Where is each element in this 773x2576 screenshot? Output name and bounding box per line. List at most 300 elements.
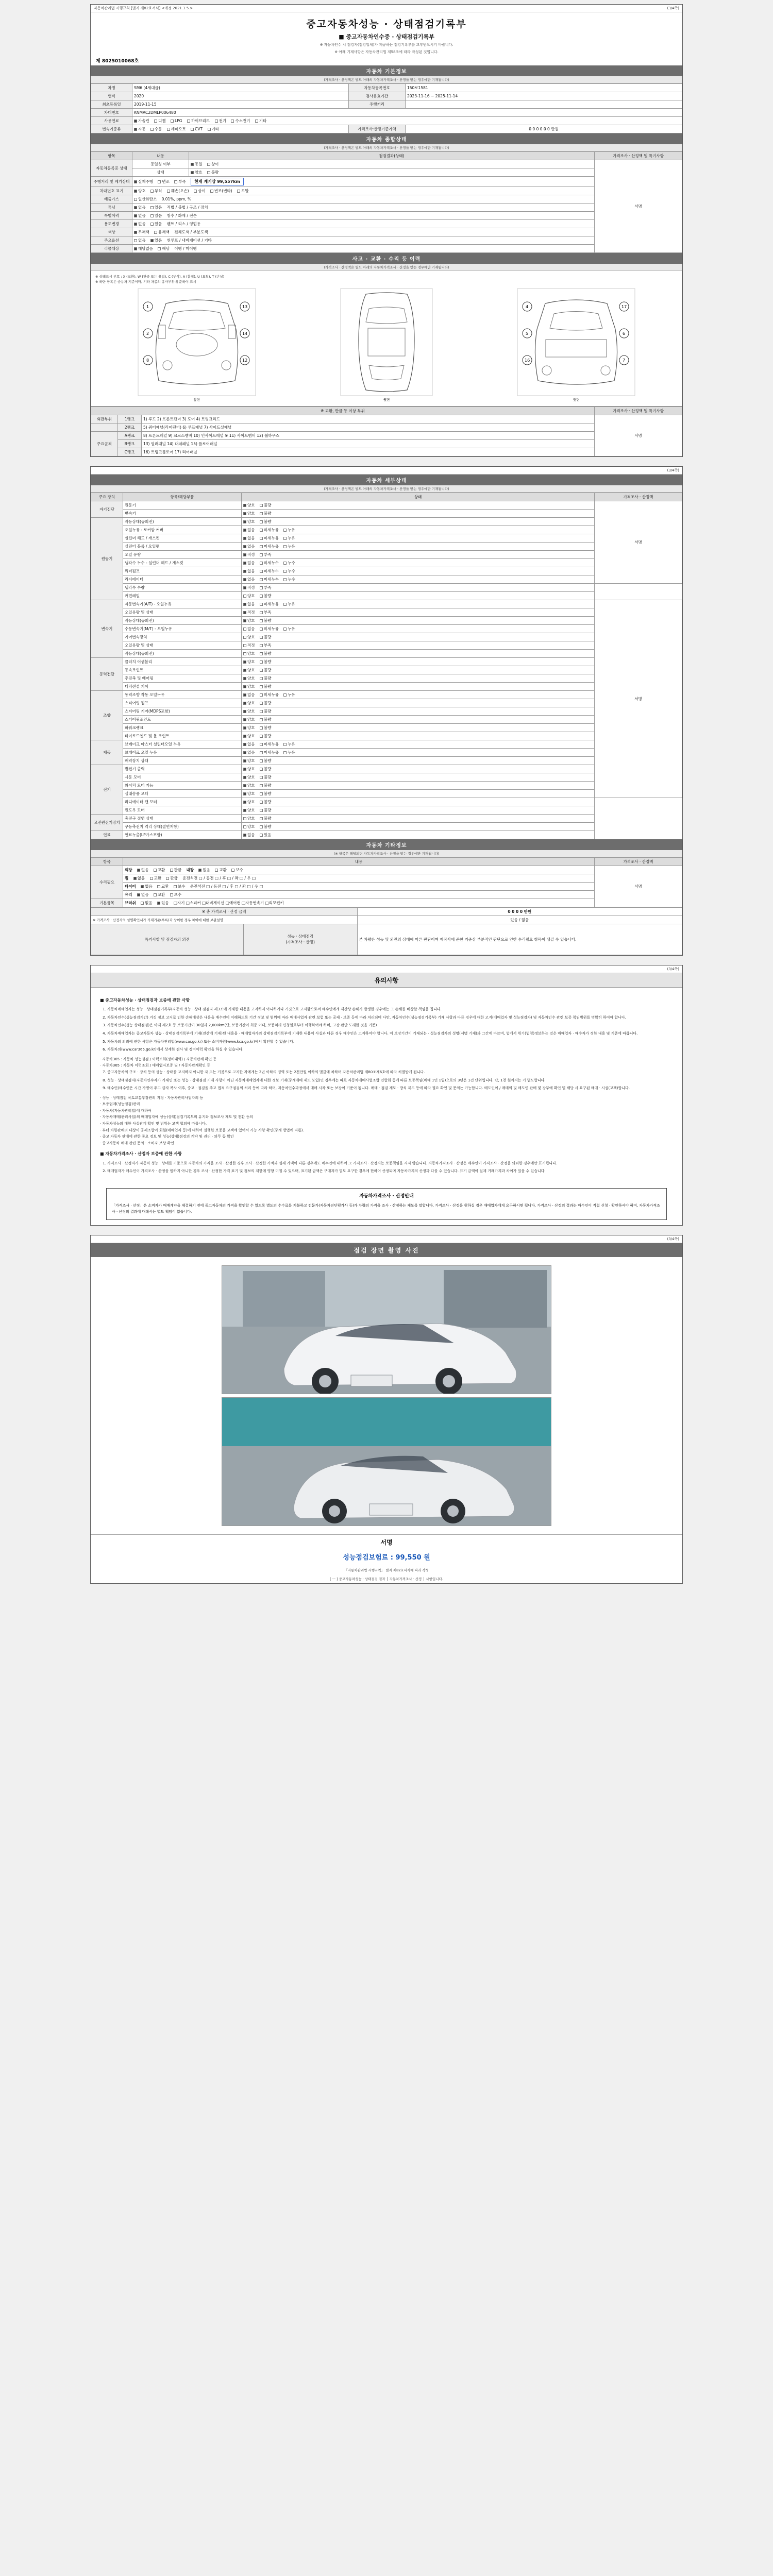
option-sheetmetal[interactable]: 판금 <box>166 875 178 881</box>
checkbox-icon[interactable] <box>215 120 218 123</box>
checkbox-icon[interactable] <box>171 120 174 123</box>
option-diff[interactable]: 상이 <box>194 188 206 194</box>
checkbox-icon[interactable] <box>283 603 287 606</box>
car-rear-diagram[interactable] <box>517 288 635 402</box>
checkbox-icon[interactable] <box>243 768 246 771</box>
option-good[interactable]: 양호 <box>243 733 255 739</box>
checkbox-icon[interactable] <box>260 553 263 556</box>
checkbox-icon[interactable] <box>207 163 210 166</box>
checkbox-icon[interactable] <box>243 553 246 556</box>
option-bad[interactable]: 불량 <box>260 684 272 689</box>
checkbox-icon[interactable] <box>150 239 154 242</box>
option-short[interactable]: 부족 <box>260 642 272 648</box>
checkbox-icon[interactable] <box>283 570 287 573</box>
checkbox-icon[interactable] <box>260 570 263 573</box>
transmission-option[interactable]: CVT <box>191 127 203 131</box>
option-bad[interactable]: 불량 <box>260 675 272 681</box>
checkbox-icon[interactable] <box>154 869 157 872</box>
fuel-option[interactable]: 가솔린 <box>134 118 149 124</box>
checkbox-icon[interactable] <box>231 120 234 123</box>
checkbox-icon[interactable] <box>243 825 246 828</box>
checkbox-icon[interactable] <box>260 529 263 532</box>
checkbox-icon[interactable] <box>260 693 263 697</box>
checkbox-icon[interactable] <box>260 562 263 565</box>
checkbox-icon[interactable] <box>260 685 263 688</box>
option-none[interactable]: 없음 <box>243 568 255 574</box>
option-good[interactable]: 양호 <box>243 651 255 656</box>
option-leak[interactable]: 누유 <box>283 626 295 632</box>
option-bad[interactable]: 불량 <box>260 725 272 731</box>
checkbox-icon[interactable] <box>283 578 287 581</box>
checkbox-icon[interactable] <box>243 545 246 548</box>
option-good[interactable]: 양호 <box>243 774 255 780</box>
checkbox-icon[interactable] <box>170 869 173 872</box>
inspection-photo-front[interactable] <box>222 1265 551 1394</box>
option-bad[interactable]: 불량 <box>260 634 272 640</box>
option-none[interactable]: 없음 <box>141 900 153 906</box>
option-short[interactable]: 부족 <box>260 609 272 615</box>
option-bad[interactable]: 불량 <box>260 774 272 780</box>
option-none[interactable]: 없음 <box>133 875 145 881</box>
option-bad[interactable]: 불량 <box>260 618 272 623</box>
option-exist[interactable]: 있음 <box>150 221 162 227</box>
option-slight[interactable]: 미세누유 <box>260 626 279 632</box>
option-bad[interactable]: 불량 <box>260 733 272 739</box>
checkbox-icon[interactable] <box>207 171 210 174</box>
checkbox-icon[interactable] <box>243 801 246 804</box>
checkbox-icon[interactable] <box>243 520 246 523</box>
option-leak[interactable]: 누유 <box>283 741 295 747</box>
option-same[interactable]: 동일 <box>191 161 203 167</box>
transmission-option[interactable]: 자동 <box>134 126 146 132</box>
checkbox-icon[interactable] <box>260 809 263 812</box>
checkbox-icon[interactable] <box>283 751 287 754</box>
checkbox-icon[interactable] <box>191 171 194 174</box>
checkbox-icon[interactable] <box>134 247 137 250</box>
option-none[interactable]: 없음 <box>243 832 255 838</box>
checkbox-icon[interactable] <box>150 877 153 880</box>
option-good[interactable]: 양호 <box>243 684 255 689</box>
option-corrosion[interactable]: 부식 <box>150 188 162 194</box>
checkbox-icon[interactable] <box>174 180 177 183</box>
option-adequate[interactable]: 적정 <box>243 609 255 615</box>
option-slight[interactable]: 미세누수 <box>260 560 279 566</box>
checkbox-icon[interactable] <box>260 768 263 771</box>
option-good[interactable]: 양호 <box>243 725 255 731</box>
option-slight[interactable]: 미세누유 <box>260 544 279 549</box>
transmission-option[interactable]: 수동 <box>150 126 162 132</box>
option-good[interactable]: 양호 <box>243 700 255 706</box>
option-none[interactable]: 없음 <box>137 867 149 873</box>
option-none[interactable]: 없음 <box>243 626 255 632</box>
option-none[interactable]: 없음 <box>243 577 255 582</box>
option-leak[interactable]: 누유 <box>283 544 295 549</box>
option-leak[interactable]: 누수 <box>283 577 295 582</box>
option-bad[interactable]: 불량 <box>260 708 272 714</box>
option-bad[interactable]: 불량 <box>260 593 272 599</box>
option-bad[interactable]: 불량 <box>260 700 272 706</box>
checkbox-icon[interactable] <box>194 190 197 193</box>
option-exist[interactable]: 있음 <box>150 238 162 243</box>
checkbox-icon[interactable] <box>260 660 263 664</box>
option-short[interactable]: 부족 <box>260 552 272 557</box>
option-good[interactable]: 양호 <box>243 675 255 681</box>
checkbox-icon[interactable] <box>260 537 263 540</box>
checkbox-icon[interactable] <box>154 120 157 123</box>
checkbox-icon[interactable] <box>260 586 263 589</box>
option-good[interactable]: 양호 <box>243 783 255 788</box>
checkbox-icon[interactable] <box>158 247 161 250</box>
checkbox-icon[interactable] <box>141 902 144 905</box>
option-leak[interactable]: 누유 <box>283 535 295 541</box>
checkbox-icon[interactable] <box>154 893 157 896</box>
option-good[interactable]: 양호 <box>243 708 255 714</box>
checkbox-icon[interactable] <box>260 718 263 721</box>
option-damage[interactable]: 훼손(오손) <box>167 188 189 194</box>
wheel-positions[interactable]: 운전석전 □ / 동전 □ / 후 □ / 좌 □ / 우 □ <box>182 875 256 880</box>
option-bad[interactable]: 불량 <box>260 783 272 788</box>
checkbox-icon[interactable] <box>150 223 154 226</box>
checkbox-icon[interactable] <box>134 180 137 183</box>
option-bad[interactable]: 불량 <box>260 667 272 673</box>
option-applicable[interactable]: 해당 <box>158 246 170 251</box>
checkbox-icon[interactable] <box>243 628 246 631</box>
checkbox-icon[interactable] <box>134 239 137 242</box>
checkbox-icon[interactable] <box>243 644 246 647</box>
option-slight[interactable]: 미세누수 <box>260 568 279 574</box>
checkbox-icon[interactable] <box>231 869 234 872</box>
checkbox-icon[interactable] <box>260 628 263 631</box>
option-leak[interactable]: 누수 <box>283 560 295 566</box>
checkbox-icon[interactable] <box>191 128 194 131</box>
checkbox-icon[interactable] <box>260 784 263 787</box>
option-good[interactable]: 양호 <box>243 618 255 623</box>
checkbox-icon[interactable] <box>187 120 190 123</box>
checkbox-icon[interactable] <box>260 652 263 655</box>
transmission-option[interactable]: 세미오토 <box>167 126 186 132</box>
fuel-option[interactable]: 전기 <box>215 118 227 124</box>
option-bad[interactable]: 불량 <box>260 791 272 796</box>
checkbox-icon[interactable] <box>191 163 194 166</box>
option-chromatic[interactable]: 유채색 <box>154 229 170 235</box>
option-good[interactable]: 양호 <box>243 659 255 665</box>
checkbox-icon[interactable] <box>260 817 263 820</box>
checkbox-icon[interactable] <box>260 611 263 614</box>
option-bad[interactable]: 불량 <box>207 170 219 175</box>
fuel-option[interactable]: 디젤 <box>154 118 166 124</box>
basic-items-list[interactable]: □자기 □스피커 □내비게이션 □에어컨 □자동변속기 □리모컨키 <box>173 900 284 905</box>
checkbox-icon[interactable] <box>157 885 160 888</box>
option-good[interactable]: 양호 <box>243 519 255 524</box>
option-leak[interactable]: 누유 <box>283 692 295 698</box>
checkbox-icon[interactable] <box>167 128 170 131</box>
checkbox-icon[interactable] <box>260 644 263 647</box>
checkbox-icon[interactable] <box>243 537 246 540</box>
option-none[interactable]: 없음 <box>243 560 255 566</box>
option-leak[interactable]: 누수 <box>283 568 295 574</box>
option-slight[interactable]: 미세누유 <box>260 750 279 755</box>
fuel-option[interactable]: LPG <box>171 118 182 123</box>
option-good[interactable]: 양호 <box>243 799 255 805</box>
checkbox-icon[interactable] <box>158 180 161 183</box>
checkbox-icon[interactable] <box>134 223 137 226</box>
checkbox-icon[interactable] <box>260 792 263 795</box>
checkbox-icon[interactable] <box>243 603 246 606</box>
checkbox-icon[interactable] <box>260 595 263 598</box>
checkbox-icon[interactable] <box>243 677 246 680</box>
checkbox-icon[interactable] <box>260 825 263 828</box>
checkbox-icon[interactable] <box>260 776 263 779</box>
option-altered[interactable]: 변조(변타) <box>210 188 232 194</box>
option-exist[interactable]: 있음 <box>150 213 162 218</box>
option-none[interactable]: 없음 <box>243 692 255 698</box>
option-replace[interactable]: 교환 <box>157 884 169 889</box>
option-slight[interactable]: 미세누유 <box>260 535 279 541</box>
option-slight[interactable]: 미세누수 <box>260 577 279 582</box>
checkbox-icon[interactable] <box>166 877 169 880</box>
option-repair[interactable]: 보수 <box>174 884 186 889</box>
option-exist[interactable]: 있음 <box>260 832 272 838</box>
option-short[interactable]: 부족 <box>260 585 272 590</box>
option-repair[interactable]: 보수 <box>231 867 243 873</box>
checkbox-icon[interactable] <box>243 735 246 738</box>
checkbox-icon[interactable] <box>260 743 263 746</box>
option-good[interactable]: 양호 <box>243 766 255 772</box>
option-good[interactable]: 양호 <box>243 502 255 508</box>
checkbox-icon[interactable] <box>150 128 154 131</box>
checkbox-icon[interactable] <box>243 751 246 754</box>
option-bad[interactable]: 불량 <box>260 824 272 829</box>
checkbox-icon[interactable] <box>243 562 246 565</box>
checkbox-icon[interactable] <box>243 702 246 705</box>
checkbox-icon[interactable] <box>210 190 213 193</box>
option-replace[interactable]: 교환 <box>154 867 165 873</box>
checkbox-icon[interactable] <box>243 784 246 787</box>
checkbox-icon[interactable] <box>150 190 154 193</box>
checkbox-icon[interactable] <box>137 869 140 872</box>
option-none[interactable]: 없음 <box>134 213 146 218</box>
fuel-option[interactable]: 기타 <box>255 118 267 124</box>
option-sheetmetal[interactable]: 판금 <box>170 867 182 873</box>
checkbox-icon[interactable] <box>215 869 218 872</box>
option-leak[interactable]: 누유 <box>283 601 295 607</box>
checkbox-icon[interactable] <box>243 693 246 697</box>
option-bad[interactable]: 불량 <box>260 511 272 516</box>
checkbox-icon[interactable] <box>243 636 246 639</box>
checkbox-icon[interactable] <box>260 702 263 705</box>
tire-positions[interactable]: 운전석전 □ / 동전 □ / 후 □ / 좌 □ / 우 □ <box>190 884 263 889</box>
checkbox-icon[interactable] <box>243 685 246 688</box>
option-actual[interactable]: 실제주행 <box>134 179 153 184</box>
checkbox-icon[interactable] <box>243 611 246 614</box>
checkbox-icon[interactable] <box>243 817 246 820</box>
option-exist[interactable]: 있음 <box>150 205 162 210</box>
fuel-option[interactable]: 수소전기 <box>231 118 250 124</box>
checkbox-icon[interactable] <box>243 529 246 532</box>
checkbox-icon[interactable] <box>260 504 263 507</box>
option-none[interactable]: 없음 <box>134 238 146 243</box>
checkbox-icon[interactable] <box>134 206 137 209</box>
option-good[interactable]: 양호 <box>243 593 255 599</box>
option-adequate[interactable]: 적정 <box>243 552 255 557</box>
transmission-option[interactable]: 기타 <box>208 126 220 132</box>
checkbox-icon[interactable] <box>260 636 263 639</box>
checkbox-icon[interactable] <box>243 652 246 655</box>
option-bad[interactable]: 불량 <box>260 651 272 656</box>
option-none[interactable]: 없음 <box>243 535 255 541</box>
checkbox-icon[interactable] <box>260 677 263 680</box>
option-good[interactable]: 양호 <box>243 824 255 829</box>
option-good[interactable]: 양호 <box>243 807 255 813</box>
checkbox-icon[interactable] <box>133 877 137 880</box>
option-bad[interactable]: 불량 <box>260 502 272 508</box>
option-co[interactable]: 일산화탄소 <box>134 196 157 202</box>
inspection-photo-rear[interactable] <box>222 1397 551 1526</box>
option-bad[interactable]: 불량 <box>260 758 272 764</box>
checkbox-icon[interactable] <box>283 693 287 697</box>
checkbox-icon[interactable] <box>255 120 258 123</box>
option-exist[interactable]: 있음 <box>157 900 169 906</box>
checkbox-icon[interactable] <box>243 743 246 746</box>
checkbox-icon[interactable] <box>134 198 137 201</box>
option-none[interactable]: 없음 <box>134 221 146 227</box>
checkbox-icon[interactable] <box>260 578 263 581</box>
option-none[interactable]: 없음 <box>243 544 255 549</box>
checkbox-icon[interactable] <box>141 885 144 888</box>
checkbox-icon[interactable] <box>243 512 246 515</box>
checkbox-icon[interactable] <box>134 190 137 193</box>
checkbox-icon[interactable] <box>260 751 263 754</box>
checkbox-icon[interactable] <box>243 710 246 713</box>
checkbox-icon[interactable] <box>260 726 263 730</box>
checkbox-icon[interactable] <box>283 545 287 548</box>
option-replace[interactable]: 교환 <box>154 892 165 897</box>
checkbox-icon[interactable] <box>260 512 263 515</box>
checkbox-icon[interactable] <box>157 902 160 905</box>
option-bad[interactable]: 불량 <box>260 799 272 805</box>
option-slight[interactable]: 미세누유 <box>260 601 279 607</box>
option-slight[interactable]: 미세누유 <box>260 527 279 533</box>
checkbox-icon[interactable] <box>134 128 137 131</box>
option-bad[interactable]: 불량 <box>260 659 272 665</box>
option-bad[interactable]: 불량 <box>260 816 272 821</box>
option-slight[interactable]: 미세누유 <box>260 741 279 747</box>
option-none[interactable]: 없음 <box>141 884 153 889</box>
option-good[interactable]: 양호 <box>243 634 255 640</box>
checkbox-icon[interactable] <box>283 529 287 532</box>
checkbox-icon[interactable] <box>150 206 154 209</box>
option-slight[interactable]: 미세누유 <box>260 692 279 698</box>
checkbox-icon[interactable] <box>150 214 154 217</box>
checkbox-icon[interactable] <box>260 619 263 622</box>
checkbox-icon[interactable] <box>243 776 246 779</box>
checkbox-icon[interactable] <box>134 120 137 123</box>
checkbox-icon[interactable] <box>198 869 201 872</box>
checkbox-icon[interactable] <box>243 504 246 507</box>
checkbox-icon[interactable] <box>283 537 287 540</box>
checkbox-icon[interactable] <box>243 570 246 573</box>
checkbox-icon[interactable] <box>243 595 246 598</box>
checkbox-icon[interactable] <box>260 545 263 548</box>
option-good[interactable]: 양호 <box>134 188 146 194</box>
option-none[interactable]: 없음 <box>243 750 255 755</box>
option-good[interactable]: 양호 <box>243 758 255 764</box>
option-good[interactable]: 양호 <box>243 816 255 821</box>
checkbox-icon[interactable] <box>174 885 177 888</box>
option-na[interactable]: 해당없음 <box>134 246 153 251</box>
checkbox-icon[interactable] <box>243 660 246 664</box>
checkbox-icon[interactable] <box>260 834 263 837</box>
checkbox-icon[interactable] <box>283 628 287 631</box>
option-short[interactable]: 부족 <box>174 179 186 184</box>
checkbox-icon[interactable] <box>237 190 240 193</box>
checkbox-icon[interactable] <box>137 893 140 896</box>
option-bad[interactable]: 불량 <box>260 519 272 524</box>
checkbox-icon[interactable] <box>167 190 170 193</box>
option-erased[interactable]: 도말 <box>237 188 249 194</box>
total-note-option[interactable]: 있음 / 없음 <box>357 916 682 924</box>
checkbox-icon[interactable] <box>243 718 246 721</box>
option-adequate[interactable]: 적정 <box>243 642 255 648</box>
option-leak[interactable]: 누유 <box>283 527 295 533</box>
option-achromatic[interactable]: 무채색 <box>134 229 149 235</box>
checkbox-icon[interactable] <box>170 893 173 896</box>
checkbox-icon[interactable] <box>260 710 263 713</box>
option-none[interactable]: 없음 <box>243 601 255 607</box>
option-good[interactable]: 양호 <box>191 170 203 175</box>
checkbox-icon[interactable] <box>134 214 137 217</box>
checkbox-icon[interactable] <box>243 619 246 622</box>
checkbox-icon[interactable] <box>243 669 246 672</box>
option-altered[interactable]: 변조 <box>158 179 170 184</box>
checkbox-icon[interactable] <box>283 562 287 565</box>
option-bad[interactable]: 불량 <box>260 717 272 722</box>
car-top-diagram[interactable] <box>340 288 433 402</box>
checkbox-icon[interactable] <box>260 759 263 762</box>
option-good[interactable]: 양호 <box>243 791 255 796</box>
checkbox-icon[interactable] <box>243 726 246 730</box>
checkbox-icon[interactable] <box>154 231 157 234</box>
checkbox-icon[interactable] <box>260 669 263 672</box>
fuel-option[interactable]: 하이브리드 <box>187 118 210 124</box>
option-bad[interactable]: 불량 <box>260 807 272 813</box>
checkbox-icon[interactable] <box>243 586 246 589</box>
option-leak[interactable]: 누유 <box>283 750 295 755</box>
option-none[interactable]: 없음 <box>134 205 146 210</box>
option-good[interactable]: 양호 <box>243 667 255 673</box>
option-bad[interactable]: 불량 <box>260 766 272 772</box>
option-none[interactable]: 없음 <box>198 867 210 873</box>
option-adequate[interactable]: 적정 <box>243 585 255 590</box>
option-replace[interactable]: 교환 <box>215 867 227 873</box>
checkbox-icon[interactable] <box>243 792 246 795</box>
option-none[interactable]: 없음 <box>137 892 149 897</box>
checkbox-icon[interactable] <box>243 834 246 837</box>
car-front-diagram[interactable] <box>138 288 256 402</box>
checkbox-icon[interactable] <box>134 231 137 234</box>
checkbox-icon[interactable] <box>283 743 287 746</box>
option-none[interactable]: 없음 <box>243 741 255 747</box>
option-repair[interactable]: 보수 <box>170 892 182 897</box>
checkbox-icon[interactable] <box>260 801 263 804</box>
option-replace[interactable]: 교환 <box>150 875 162 881</box>
checkbox-icon[interactable] <box>208 128 211 131</box>
option-diff[interactable]: 상이 <box>207 161 219 167</box>
checkbox-icon[interactable] <box>260 520 263 523</box>
checkbox-icon[interactable] <box>260 603 263 606</box>
option-good[interactable]: 양호 <box>243 717 255 722</box>
checkbox-icon[interactable] <box>260 735 263 738</box>
